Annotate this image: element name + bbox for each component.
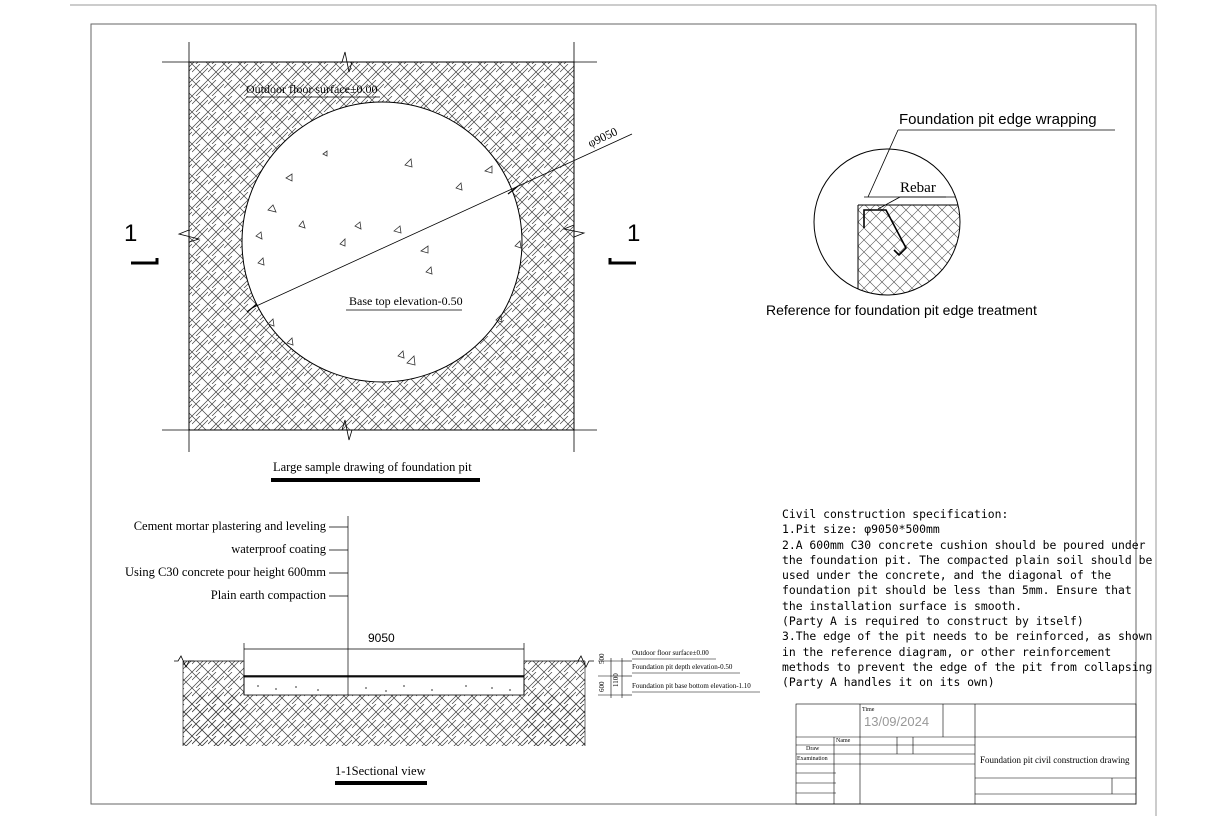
elevation-label-1: Outdoor floor surface±0.00 (632, 649, 709, 657)
dim-600: 600 (598, 681, 606, 692)
base-elevation-label: Base top elevation-0.50 (349, 294, 463, 308)
spec-line: methods to prevent the edge of the pit from collapsing (782, 659, 1153, 674)
detail-title: Foundation pit edge wrapping (899, 111, 1097, 128)
spec-line: the installation surface is smooth. (782, 598, 1023, 613)
rebar-label: Rebar (900, 180, 936, 196)
layer-label-3: Using C30 concrete pour height 600mm (124, 565, 326, 579)
spec-line: 1.Pit size: φ9050*500mm (782, 522, 940, 537)
name-label: Name (836, 738, 851, 744)
examination-label: Examination (797, 756, 828, 762)
section-marker-left (131, 258, 157, 263)
spec-line: (Party A handles it on its own) (782, 675, 995, 690)
construction-spec (782, 507, 1153, 691)
dim-500: 500 (598, 653, 606, 664)
edge-detail (814, 130, 1115, 310)
spec-line: the foundation pit. The compacted plain soil should be (782, 552, 1153, 567)
spec-line: foundation pit should be less than 5mm. Ensure that (782, 583, 1132, 598)
section-caption: 1-1Sectional view (335, 764, 426, 778)
spec-line: used under the concrete, and the diagonal of the (782, 568, 1112, 583)
spec-line: Civil construction specification: (782, 507, 1009, 521)
plan-view (131, 42, 636, 480)
section-mark-left: 1 (124, 220, 138, 247)
section-mark-right: 1 (627, 220, 641, 247)
detail-caption: Reference for foundation pit edge treatment (766, 302, 1037, 318)
section-soil-bottom (183, 695, 585, 746)
draw-label: Draw (806, 746, 820, 752)
drawing-title: Foundation pit civil construction drawing (980, 755, 1130, 765)
pit-circle (242, 102, 522, 382)
spec-line: 2.A 600mm C30 concrete cushion should be poured under (782, 537, 1146, 552)
diameter-label: φ9050 (585, 124, 620, 151)
spec-line: in the reference diagram, or other reinforcement (782, 644, 1112, 659)
dim-1100: 1100 (612, 673, 620, 687)
plan-caption: Large sample drawing of foundation pit (273, 460, 472, 474)
spec-line: (Party A is required to construct by itself) (782, 614, 1084, 629)
layer-label-1: Cement mortar plastering and leveling (133, 519, 326, 533)
time-label: Time (862, 707, 875, 713)
spec-line: 3.The edge of the pit needs to be reinforced, as shown (782, 629, 1153, 644)
elevation-label-2: Foundation pit depth elevation-0.50 (632, 663, 733, 671)
section-marker-right (610, 258, 636, 263)
layer-label-2: waterproof coating (231, 542, 326, 556)
title-block-grid (796, 704, 1136, 804)
layer-label-4: Plain earth compaction (210, 588, 326, 602)
floor-surface-label: Outdoor floor surface±0.00 (246, 82, 378, 96)
drawing-date: 13/09/2024 (864, 714, 930, 729)
width-dimension: 9050 (368, 631, 395, 645)
concrete-cushion (244, 677, 524, 695)
elevation-label-3: Foundation pit base bottom elevation-1.10 (632, 682, 751, 690)
